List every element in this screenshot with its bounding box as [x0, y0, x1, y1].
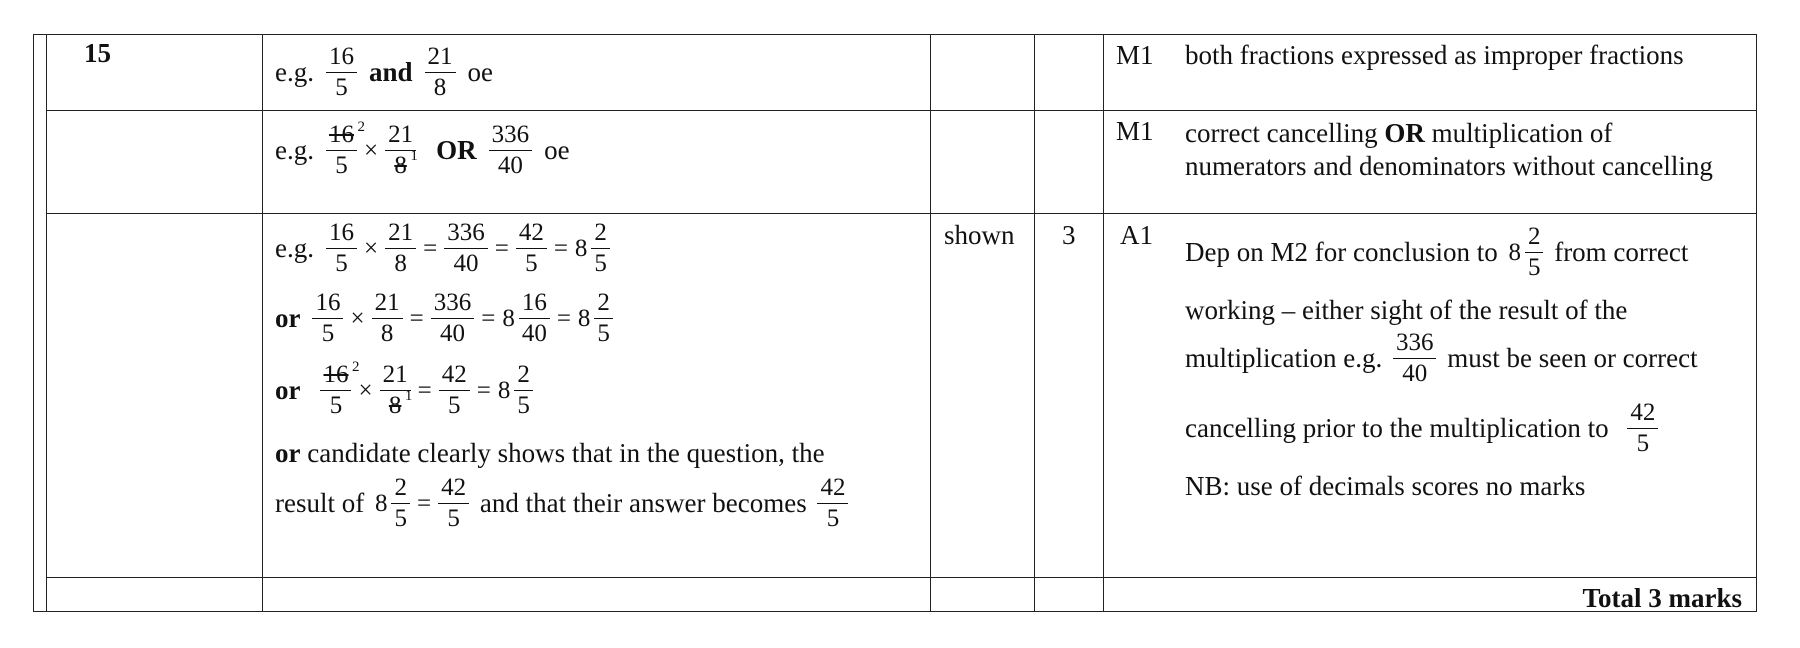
- guidance-line-1: Dep on M2 for conclusion to 8 $\frac{2}{5}$ from correct: [1185, 223, 1689, 282]
- marks-cell: 3: [1062, 220, 1076, 250]
- table-rule: [46, 34, 47, 612]
- guidance-line-5: NB: use of decimals scores no marks: [1185, 471, 1586, 501]
- table-rule: [930, 34, 931, 612]
- working-row2: e.g. 16 2 5 × 21 8 1 OR $\frac{336}{40}$ oe: [275, 119, 570, 180]
- fraction: $\frac{21}{8}$: [425, 44, 456, 102]
- table-rule: [1756, 34, 1757, 612]
- working-row1: e.g. $\frac{16}{5}$ and $\frac{21}{8}$ oe: [275, 43, 494, 102]
- guidance-text: correct cancelling OR multiplication of numerators and denominators without cancelling: [1185, 118, 1713, 181]
- table-rule: [46, 577, 1756, 578]
- table-rule: [46, 110, 1756, 111]
- table-rule: [46, 213, 1756, 214]
- working-line-1: e.g. $\frac{16}{5}$ × $\frac{21}{8}$ = $\frac{336}{40}$ = $\frac{42}{5}$ = 8 $\frac{2}{5}$: [275, 220, 614, 278]
- mark-code: M1: [1116, 40, 1154, 70]
- fraction: $\frac{336}{40}$: [489, 122, 533, 180]
- working-line-5: result of 8 $\frac{2}{5}$ = $\frac{42}{5}$ and that their answer becomes $\frac{42}{5}$: [275, 475, 852, 533]
- table-rule: [1103, 34, 1104, 612]
- guidance-line-2: working – either sight of the result of the: [1185, 295, 1628, 325]
- fraction: 16 2 5: [326, 122, 357, 180]
- question-number: 15: [84, 38, 111, 68]
- working-line-3: or 16 2 5 × 21 8 1 = $\frac{42}{5}$ = 8 $\frac{2}{5}$: [275, 362, 537, 420]
- table-rule: [1034, 34, 1035, 612]
- guidance-text: both fractions expressed as improper fractions: [1185, 40, 1684, 70]
- total-marks: Total 3 marks: [1582, 583, 1742, 613]
- fraction: $\frac{16}{5}$: [326, 44, 357, 102]
- guidance-line-3: multiplication e.g. $\frac{336}{40}$ must be seen or correct: [1185, 329, 1698, 388]
- mark-code: A1: [1120, 220, 1153, 250]
- working-line-4: or candidate clearly shows that in the question, the: [275, 438, 825, 468]
- answer-cell: shown: [944, 220, 1015, 250]
- mark-code: M1: [1116, 116, 1154, 146]
- working-line-2: or $\frac{16}{5}$ × $\frac{21}{8}$ = $\frac{336}{40}$ = 8 $\frac{16}{40}$ = 8 $\frac{2}{5}$: [275, 290, 617, 348]
- table-rule: [262, 34, 263, 612]
- guidance-line-4: cancelling prior to the multiplication to $\frac{42}{5}$: [1185, 400, 1662, 458]
- fraction: 21 8 1: [385, 122, 416, 180]
